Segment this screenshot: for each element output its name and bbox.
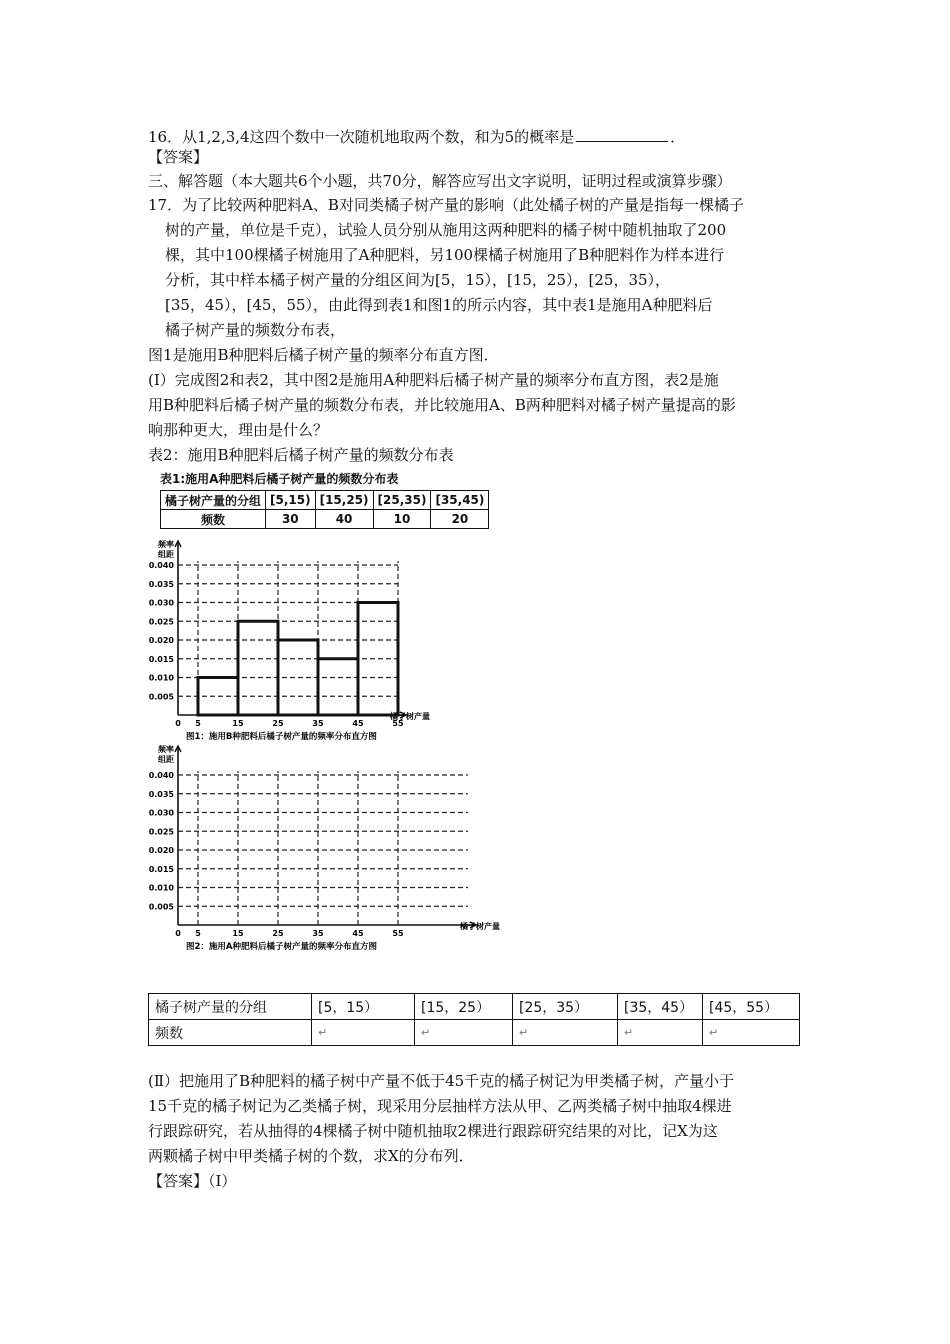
y-tick-label: 0.025 <box>148 617 174 627</box>
x-tick-label: 25 <box>272 719 284 728</box>
y-axis-label-bottom: 组距 <box>158 755 174 764</box>
y-tick-label: 0.005 <box>148 902 174 912</box>
table2-cell: [5，15） <box>312 994 415 1020</box>
table2-cell: [25，35） <box>513 994 618 1020</box>
y-axis-label-top: 频率 <box>158 745 174 754</box>
table1-cell: 30 <box>266 510 316 529</box>
part1-line-3: 响那种更大，理由是什么？ <box>148 421 329 439</box>
x-axis-label: 橘子树产量 <box>460 922 500 931</box>
y-tick-label: 0.035 <box>148 579 174 589</box>
x-tick-label: 5 <box>195 719 201 728</box>
table2-data-row <box>149 1020 800 1046</box>
x-tick-label: 35 <box>312 719 324 728</box>
y-tick-label: 0.035 <box>148 789 174 799</box>
y-tick-label: 0.010 <box>148 673 174 683</box>
section-3-heading: 三、解答题（本大题共6个小题，共70分，解答应写出文字说明，证明过程或演算步骤） <box>148 172 732 190</box>
x-tick-label: 15 <box>232 719 244 728</box>
table2-cell: [45，55） <box>703 994 800 1020</box>
y-tick-label: 0.040 <box>148 561 174 570</box>
table1-cell: 橘子树产量的分组 <box>161 491 266 510</box>
y-tick-label: 0.025 <box>148 827 174 837</box>
y-tick-label: 0.010 <box>148 883 174 893</box>
x-tick-label: 15 <box>232 929 244 938</box>
table1-cell: 频数 <box>161 510 266 529</box>
table1-cell: 10 <box>373 510 431 529</box>
y-tick-label: 0.015 <box>148 654 174 664</box>
y-tick-label: 0.005 <box>148 692 174 702</box>
table1-caption: 表1:施用A种肥料后橘子树产量的频数分布表 <box>160 472 399 486</box>
table2-blank-cell[interactable]: ↵ <box>513 1020 618 1046</box>
table2-cell: 频数 <box>149 1020 312 1046</box>
x-tick-label: 55 <box>392 719 404 728</box>
x-tick-label: 25 <box>272 929 284 938</box>
histogram-bar <box>238 621 278 715</box>
part2-line-1: (Ⅱ）把施用了B种肥料的橘子树中产量不低于45千克的橘子树记为甲类橘子树，产量小于 <box>148 1072 735 1090</box>
table2-cell: 橘子树产量的分组 <box>149 994 312 1020</box>
figure-2-histogram <box>140 740 520 950</box>
table1-data-row <box>161 510 489 529</box>
question-16: 16．从1,2,3,4这四个数中一次随机地取两个数，和为5的概率是 ． <box>148 128 686 146</box>
part2-line-3: 行跟踪研究，若从抽得的4棵橘子树中随机抽取2棵进行跟踪研究结果的对比，记X为这 <box>148 1122 718 1140</box>
table1-cell: [15,25) <box>315 491 373 510</box>
q17-line-2: 树的产量，单位是千克），试验人员分别从施用这两种肥料的橘子树中随机抽取了200 <box>165 221 727 239</box>
part1-line-2: 用B种肥料后橘子树产量的频数分布表，并比较施用A、B两种肥料对橘子树产量提高的影 <box>148 396 736 414</box>
q17-line-5: [35，45），[45，55），由此得到表1和图1的所示内容，其中表1是施用A种肥料后 <box>165 296 713 314</box>
histogram-bar <box>318 659 358 715</box>
table2-header-row <box>149 994 800 1020</box>
y-tick-label: 0.040 <box>148 771 174 780</box>
x-tick-label: 0 <box>175 719 181 728</box>
table1-cell: [25,35) <box>373 491 431 510</box>
q17-line-6: 橘子树产量的频数分布表， <box>165 321 346 339</box>
table1-cell: [35,45) <box>431 491 489 510</box>
x-tick-label: 45 <box>352 929 364 938</box>
table2-blank-cell[interactable]: ↵ <box>415 1020 513 1046</box>
part2-line-2: 15千克的橘子树记为乙类橘子树，现采用分层抽样方法从甲、乙两类橘子树中抽取4棵进 <box>148 1097 732 1115</box>
table2-title: 表2：施用B种肥料后橘子树产量的频数分布表 <box>148 446 454 464</box>
y-axis-label-top: 频率 <box>158 540 174 549</box>
part2-line-4: 两颗橘子树中甲类橘子树的个数，求X的分布列． <box>148 1147 474 1165</box>
table2 <box>148 993 800 1046</box>
x-tick-label: 5 <box>195 929 201 938</box>
q17-line-3: 棵，其中100棵橘子树施用了A种肥料，另100棵橘子树施用了B种肥料作为样本进行 <box>165 246 725 264</box>
table1-header-row <box>161 491 489 510</box>
table1-cell: 40 <box>315 510 373 529</box>
table1-cell: 20 <box>431 510 489 529</box>
table1-cell: [5,15) <box>266 491 316 510</box>
x-tick-label: 45 <box>352 719 364 728</box>
x-tick-label: 0 <box>175 929 181 938</box>
y-tick-label: 0.030 <box>148 598 174 608</box>
table1 <box>160 490 489 529</box>
table2-blank-cell[interactable]: ↵ <box>618 1020 703 1046</box>
y-tick-label: 0.030 <box>148 808 174 818</box>
x-tick-label: 35 <box>312 929 324 938</box>
y-tick-label: 0.020 <box>148 846 174 855</box>
table2-cell: [35，45） <box>618 994 703 1020</box>
fig1-description: 图1是施用B种肥料后橘子树产量的频率分布直方图． <box>148 346 499 364</box>
part1-line-1: (Ⅰ）完成图2和表2，其中图2是施用A种肥料后橘子树产量的频率分布直方图，表2是施 <box>148 371 719 389</box>
q17-line-4: 分析，其中样本橘子树产量的分组区间为[5，15），[15，25），[25，35）， <box>165 271 671 289</box>
y-tick-label: 0.020 <box>148 636 174 645</box>
x-tick-label: 55 <box>392 929 404 938</box>
x-axis-label: 橘子树产量 <box>390 712 430 721</box>
table2-blank-cell[interactable]: ↵ <box>312 1020 415 1046</box>
table2-cell: [15，25） <box>415 994 513 1020</box>
answer-blank <box>576 127 668 142</box>
y-axis-label-bottom: 组距 <box>158 550 174 559</box>
figure-caption: 图2：施用A种肥料后橘子树产量的频率分布直方图 <box>186 942 377 950</box>
table2-blank-cell[interactable]: ↵ <box>703 1020 800 1046</box>
figure-caption: 图1：施用B种肥料后橘子树产量的频率分布直方图 <box>186 732 377 740</box>
y-tick-label: 0.015 <box>148 864 174 874</box>
figure-1-histogram <box>140 535 460 740</box>
answer-label-16: 【答案】 <box>148 148 209 166</box>
answer-label-17: 【答案】（Ⅰ） <box>148 1172 237 1190</box>
q17-line-1: 17．为了比较两种肥料A、B对同类橘子树产量的影响（此处橘子树的产量是指每一棵橘子 <box>148 196 744 214</box>
